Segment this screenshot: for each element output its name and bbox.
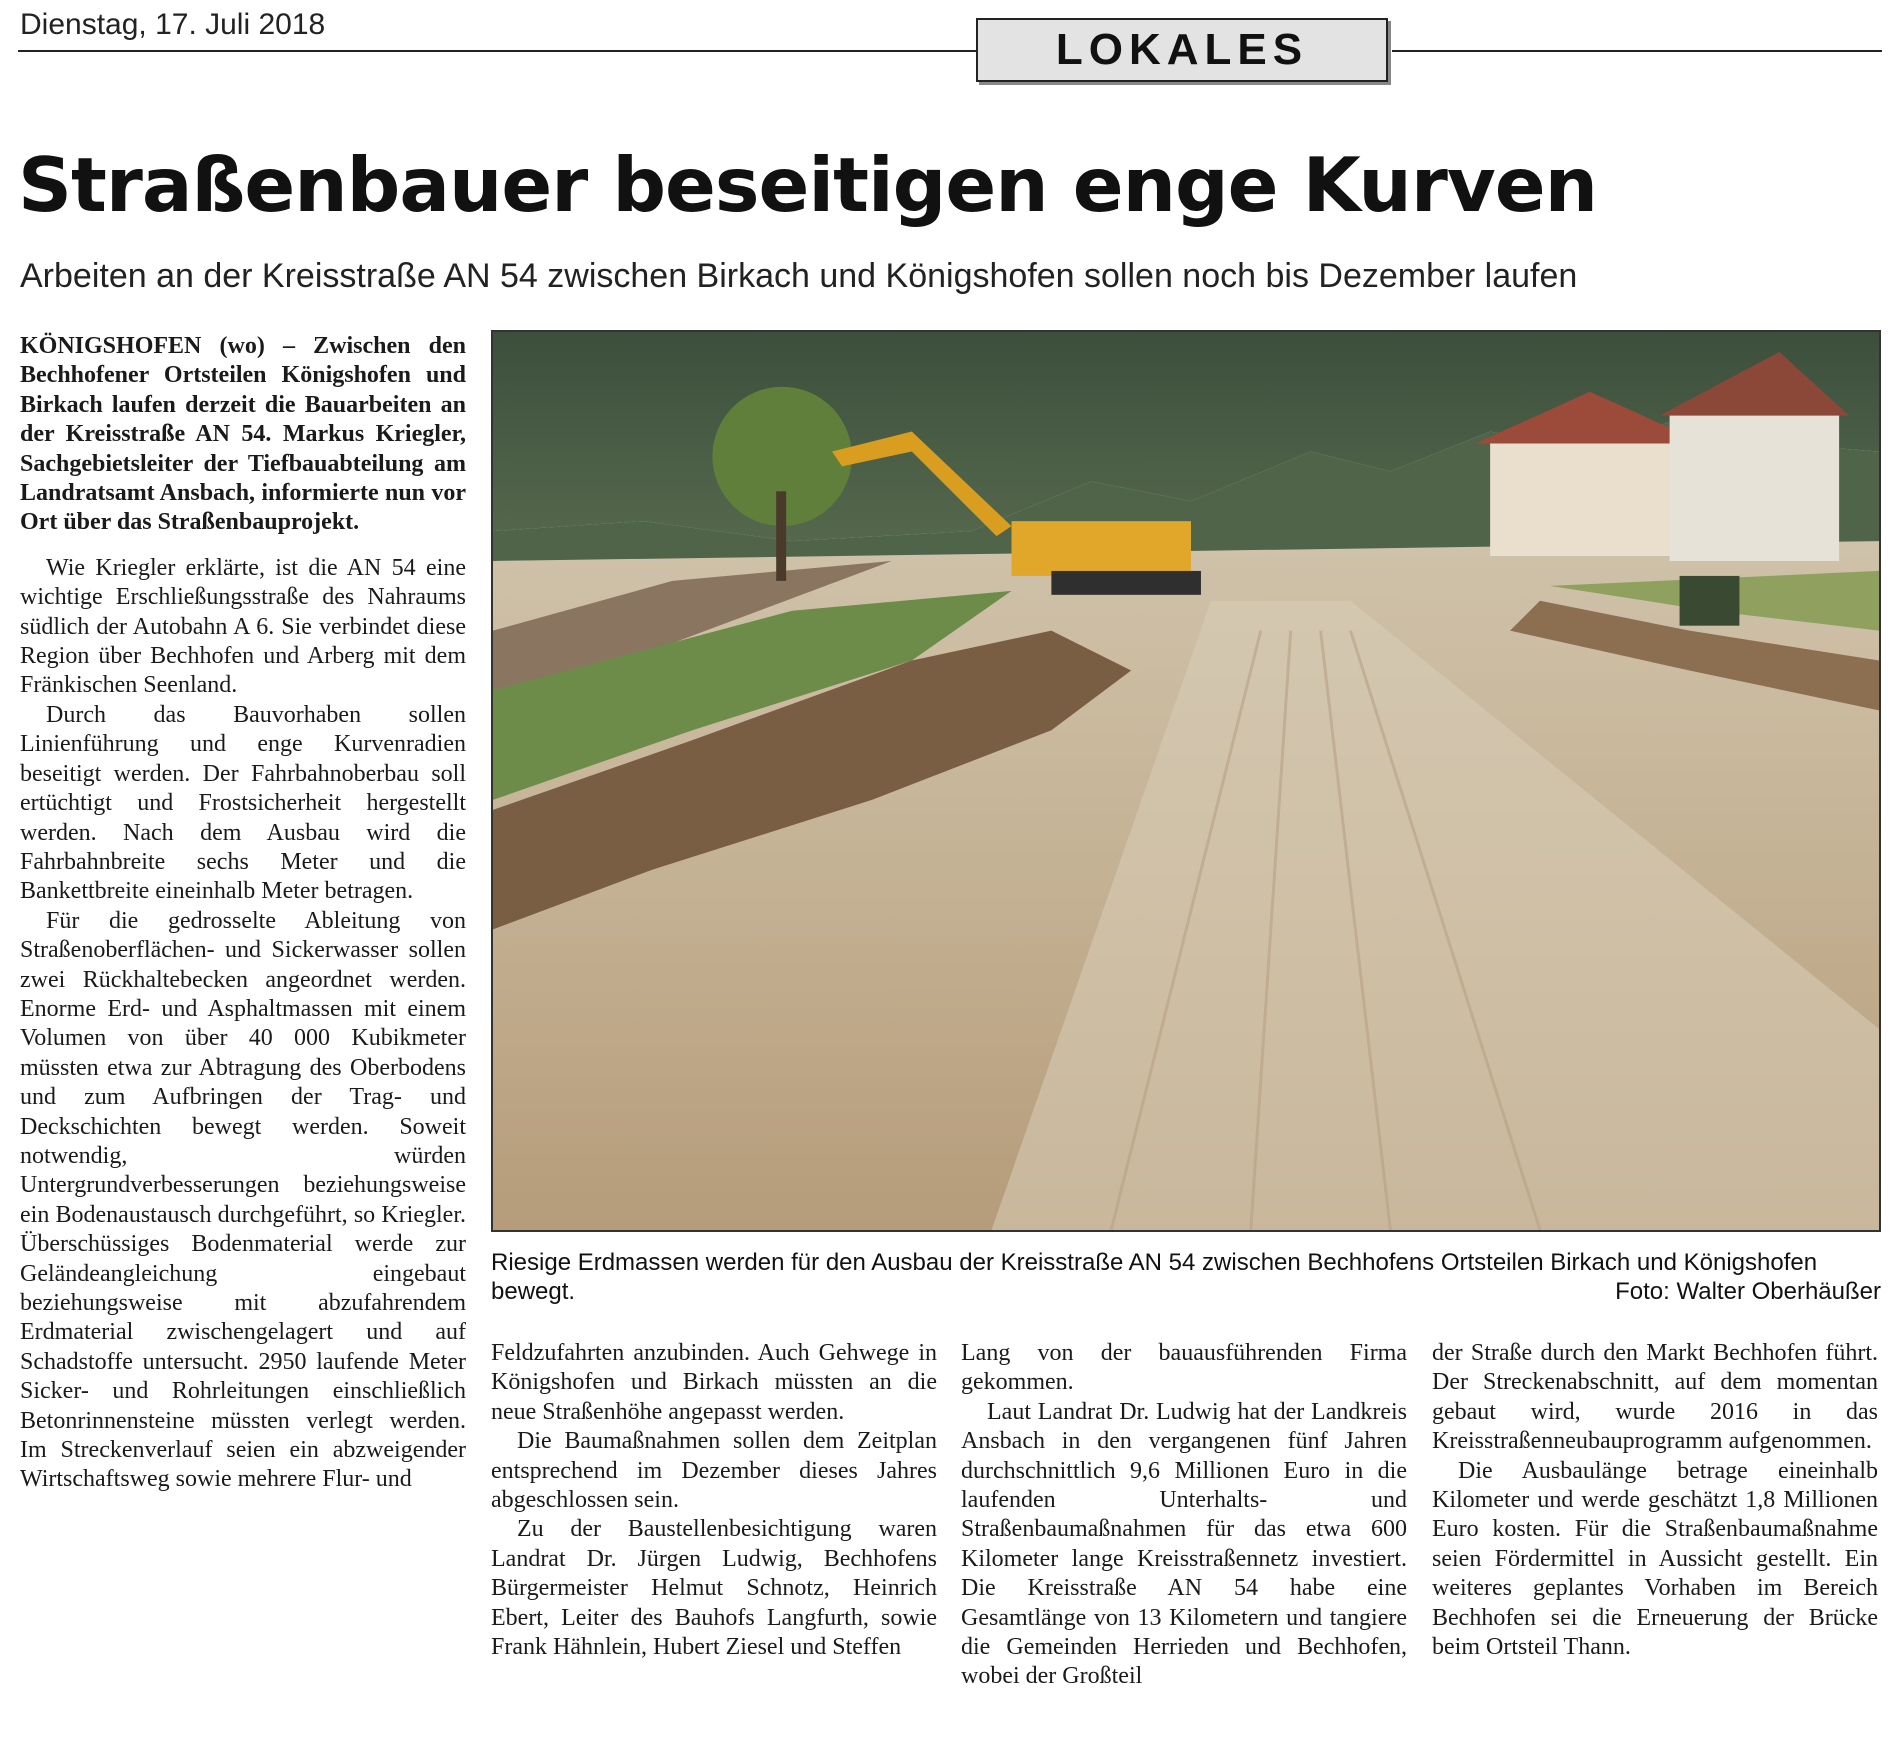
article-column-3 <box>961 1339 1407 1692</box>
lead-paragraph: KÖNIGSHOFEN (wo) – Zwischen den Bechhofener Ortsteilen Königshofen und Birkach laufen derzeit die Bauarbeiten an der Kreisstraße AN 54. Markus Kriegler, Sachgebietsleiter der Tiefbauabteilung am Landratsamt Ansbach, informierte nun vor Ort über das Straßenbauprojekt. <box>20 333 466 536</box>
body-paragraph: Die Baumaßnahmen sollen dem Zeitplan entsprechend im Dezember dieses Jahres abgeschlossen sein. <box>491 1428 937 1514</box>
header-rule-right <box>1392 50 1882 52</box>
body-paragraph: Wie Kriegler erklärte, ist die AN 54 eine wichtige Erschließungsstraße des Nahraums südlich der Autobahn A 6. Sie verbindet diese Region über Bechhofen und Arberg mit dem Fränkischen Seenland. <box>20 554 466 699</box>
body-paragraph: Lang von der bauausführenden Firma gekommen. <box>961 1340 1407 1396</box>
header-rule-left <box>18 50 976 52</box>
body-paragraph: Durch das Bauvorhaben sollen Linienführung und enge Kurvenradien beseitigt werden. Der Fahrbahnoberbau soll ertüchtigt und Frostsicherheit hergestellt werden. Nach dem Ausbau wird die Fahrbahnbreite sechs Meter und die Bankettbreite eineinhalb Meter betragen. <box>20 701 466 905</box>
subheadline: Arbeiten an der Kreisstraße AN 54 zwischen Birkach und Königshofen sollen noch bis Dezember laufen <box>20 257 1578 295</box>
article-column-1 <box>20 332 466 1495</box>
body-paragraph: Zu der Baustellenbesichtigung waren Landrat Dr. Jürgen Ludwig, Bechhofens Bürgermeister Helmut Schnotz, Heinrich Ebert, Leiter des Bauhofs Langfurth, sowie Frank Hähnlein, Hubert Ziesel und Steffen <box>491 1516 937 1661</box>
issue-date: Dienstag, 17. Juli 2018 <box>20 8 326 41</box>
section-label: LOKALES <box>976 18 1388 82</box>
headline: Straßenbauer beseitigen enge Kurven <box>18 141 1597 229</box>
photo-caption: Riesige Erdmassen werden für den Ausbau der Kreisstraße AN 54 zwischen Bechhofens Ortsteilen Birkach und Königshofen bewegt. <box>491 1249 1818 1305</box>
article-column-4 <box>1432 1339 1878 1662</box>
body-paragraph: Die Ausbaulänge betrage eineinhalb Kilometer und werde geschätzt 1,8 Millionen Euro kosten. Für die Straßenbaumaßnahme seien Fördermittel in Aussicht gestellt. Ein weiteres geplantes Vorhaben im Bereich Bechhofen sei die Erneuerung der Brücke beim Ortsteil Thann. <box>1432 1457 1878 1661</box>
body-paragraph: Für die gedrosselte Ableitung von Straßenoberflächen- und Sickerwasser sollen zwei Rückhaltebecken angeordnet werden. Enorme Erd- und Asphaltmassen mit einem Volumen von über 40 000 Kubikmeter müssten etwa zur Abtragung des Oberbodens und zum Aufbringen der Trag- und Deckschichten bewegt werden. Soweit notwendig, würden Untergrundverbesserungen beziehungsweise ein Bodenaustausch durchgeführt, so Kriegler. Überschüssiges Bodenmaterial werde zur Geländeangleichung eingebaut beziehungsweise mit abzufahrendem Erdmaterial zwischengelagert und auf Schadstoffe untersucht. 2950 laufende Meter Sicker- und Rohrleitungen einschließlich Betonrinnensteine müssten verlegt werden. Im Streckenverlauf seien ein abzweigender Wirtschaftsweg sowie mehrere Flur- und <box>20 907 466 1493</box>
body-paragraph: Feldzufahrten anzubinden. Auch Gehwege in Königshofen und Birkach müssten an die neue Straßenhöhe angepasst werden. <box>491 1340 937 1425</box>
construction-photo <box>491 330 1881 1232</box>
photo-credit: Foto: Walter Oberhäußer <box>1615 1278 1881 1305</box>
construction-photo-illustration <box>493 332 1879 1230</box>
article-column-2 <box>491 1339 937 1662</box>
body-paragraph: Laut Landrat Dr. Ludwig hat der Landkreis Ansbach in den vergangenen fünf Jahren durchschnittlich 9,6 Millionen Euro in die laufenden Unterhalts- und Straßenbaumaßnahmen für das etwa 600 Kilometer lange Kreisstraßennetz investiert. Die Kreisstraße AN 54 habe eine Gesamtlänge von 13 Kilometern und tangiere die Gemeinden Herrieden und Bechhofen, wobei der Großteil <box>961 1398 1407 1690</box>
body-paragraph: der Straße durch den Markt Bechhofen führt. Der Streckenabschnitt, auf dem momentan gebaut wird, wurde 2016 in das Kreisstraßenneubauprogramm aufgenommen. <box>1432 1340 1878 1455</box>
